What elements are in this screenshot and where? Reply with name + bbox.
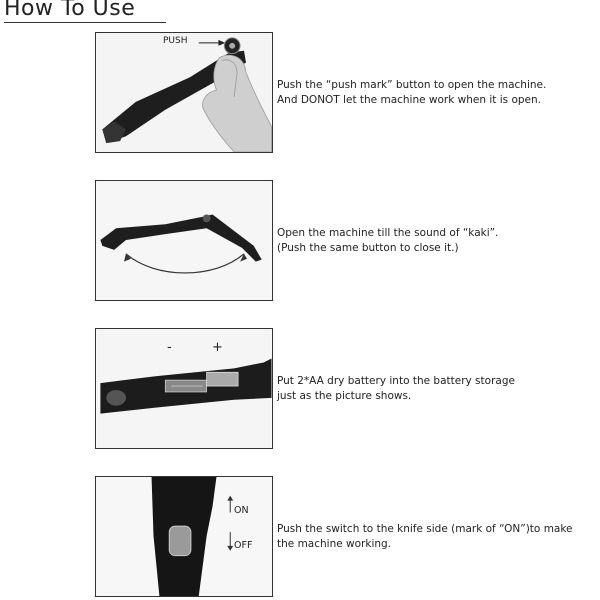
switch-off-label: OFF bbox=[234, 540, 253, 551]
push-button-illustration bbox=[96, 33, 272, 152]
step-4-line-2: the machine working. bbox=[277, 538, 392, 550]
battery-plus-label: + bbox=[212, 340, 223, 355]
switch-illustration bbox=[96, 477, 272, 596]
step-1-line-2: And DONOT let the machine work when it is open. bbox=[277, 94, 542, 106]
battery-minus-label: - bbox=[167, 340, 172, 355]
step-3-image bbox=[95, 328, 273, 449]
switch-on-label: ON bbox=[234, 505, 249, 516]
step-2-line-1: Open the machine till the sound of “kaki”. bbox=[277, 227, 499, 239]
step-1-caption bbox=[277, 78, 546, 108]
step-2-caption bbox=[277, 226, 498, 256]
page-heading bbox=[4, 0, 166, 23]
step-3-caption bbox=[277, 374, 515, 404]
open-machine-illustration bbox=[96, 181, 272, 300]
step-2-line-2: (Push the same button to close it.) bbox=[277, 242, 459, 254]
step-1-line-1: Push the “push mark” button to open the machine. bbox=[277, 79, 547, 91]
step-4-line-1: Push the switch to the knife side (mark of “ON”)to make bbox=[277, 523, 573, 535]
step-3-line-1: Put 2*AA dry battery into the battery storage bbox=[277, 375, 515, 387]
step-3-line-2: just as the picture shows. bbox=[277, 390, 412, 402]
step-1-image bbox=[95, 32, 273, 153]
step-4-image bbox=[95, 476, 273, 597]
step-2-image bbox=[95, 180, 273, 301]
push-label: PUSH bbox=[163, 36, 188, 46]
page-title: How To Use bbox=[4, 0, 136, 21]
step-4-caption bbox=[277, 522, 573, 552]
battery-illustration bbox=[96, 329, 272, 448]
